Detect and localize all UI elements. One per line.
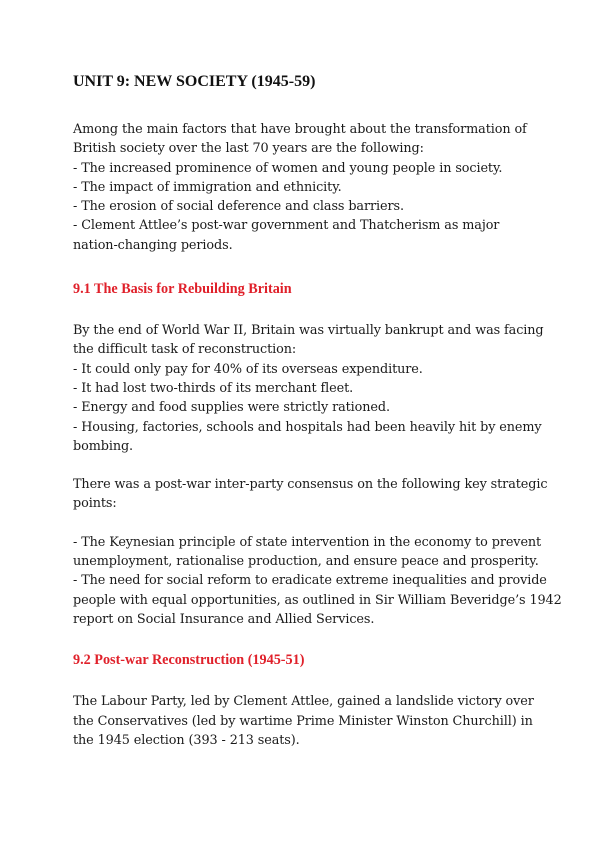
list-item: - The need for social reform to eradicate extreme inequalities and provide — [73, 573, 547, 589]
list-item: - Housing, factories, schools and hospitals had been heavily hit by enemy — [73, 419, 542, 435]
text-line: points: — [73, 496, 117, 512]
text-line: report on Social Insurance and Allied Services. — [73, 611, 375, 627]
list-item: - It could only pay for 40% of its overseas expenditure. — [73, 361, 423, 377]
section-1-paragraph-3 — [73, 533, 562, 629]
section-2-paragraph-1 — [73, 692, 543, 750]
text-line: British society over the last 70 years are the following: — [73, 141, 424, 157]
document-page — [73, 72, 562, 750]
list-item: - It had lost two-thirds of its merchant fleet. — [73, 380, 354, 396]
text-line: the difficult task of reconstruction: — [73, 342, 297, 358]
list-item: - The increased prominence of women and young people in society. — [73, 160, 503, 176]
list-item: - The Keynesian principle of state intervention in the economy to prevent — [73, 534, 542, 550]
page-title: UNIT 9: NEW SOCIETY (1945-59) — [73, 73, 316, 90]
list-item: - Energy and food supplies were strictly rationed. — [73, 400, 390, 416]
text-line: bombing. — [73, 438, 134, 454]
section-1-paragraph-1 — [73, 321, 543, 456]
intro-paragraph — [73, 120, 543, 255]
text-line: the 1945 election (393 - 213 seats). — [73, 732, 300, 748]
text-line: The Labour Party, led by Clement Attlee, gained a landslide victory over — [73, 694, 534, 710]
text-line: nation-changing periods. — [73, 237, 233, 253]
section-heading-9-2: 9.2 Post-war Reconstruction (1945-51) — [73, 652, 305, 669]
text-line: unemployment, rationalise production, and ensure peace and prosperity. — [73, 554, 539, 570]
list-item: - Clement Attlee’s post-war government and Thatcherism as major — [73, 218, 500, 234]
text-line: By the end of World War II, Britain was virtually bankrupt and was facing — [73, 323, 544, 339]
section-heading-9-1: 9.1 The Basis for Rebuilding Britain — [73, 281, 292, 298]
text-line: the Conservatives (led by wartime Prime Minister Winston Churchill) in — [73, 713, 533, 729]
list-item: - The impact of immigration and ethnicity. — [73, 179, 342, 195]
text-line: Among the main factors that have brought about the transformation of — [73, 122, 527, 137]
list-item: - The erosion of social deference and class barriers. — [73, 199, 404, 215]
section-1-paragraph-2 — [73, 475, 548, 514]
text-line: people with equal opportunities, as outlined in Sir William Beveridge’s 1942 — [73, 592, 562, 608]
text-line: There was a post-war inter-party consensus on the following key strategic — [73, 477, 548, 493]
